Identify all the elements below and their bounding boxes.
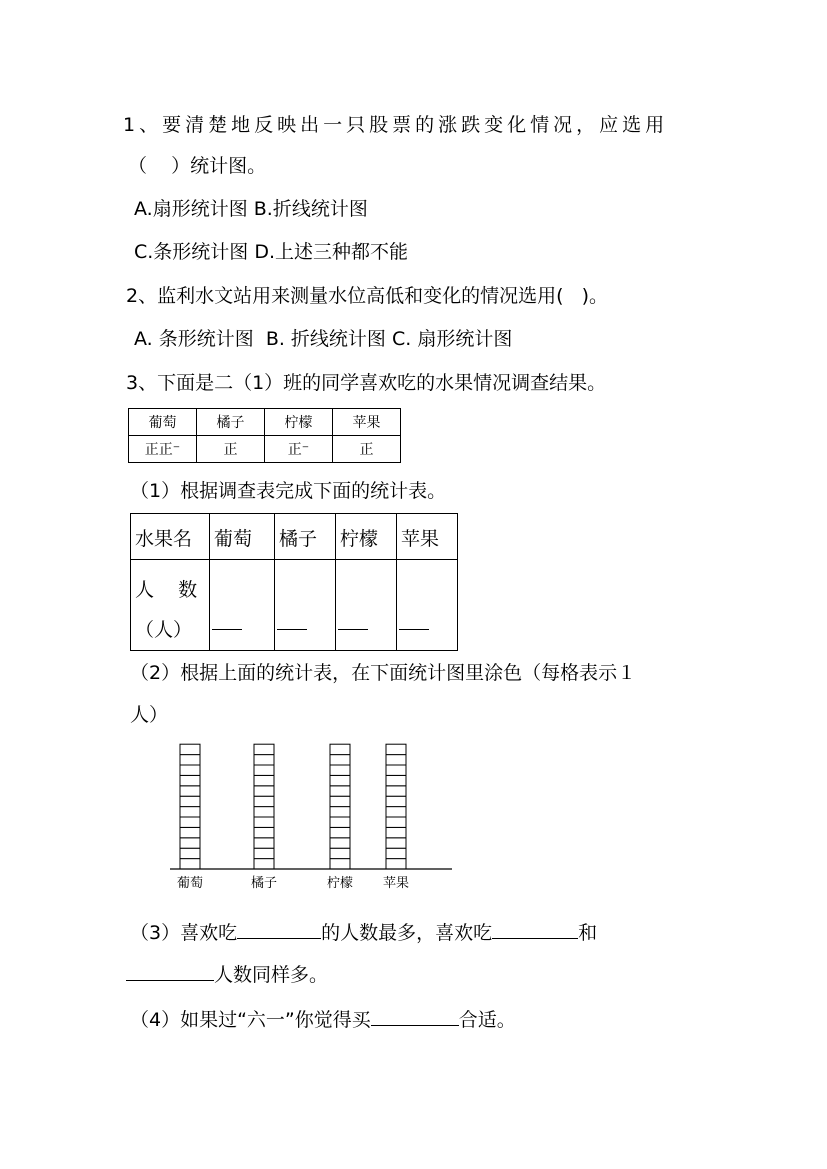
stat-header-fruit: 柠檬 [336,514,397,560]
chart-cell[interactable] [180,827,200,837]
stat-answer-cell[interactable] [210,560,275,651]
stat-header-fruit: 橘子 [275,514,336,560]
part3-text-a: （3）喜欢吃 [130,922,238,944]
chart-cell[interactable] [330,859,350,869]
chart-cell[interactable] [386,765,406,775]
chart-cell[interactable] [386,796,406,806]
answer-blank[interactable] [399,628,429,630]
bar-chart [160,742,460,892]
chart-cell[interactable] [330,807,350,817]
answer-blank[interactable] [277,628,307,630]
q3-part4 [130,1007,516,1033]
chart-column[interactable] [180,744,200,869]
chart-cell[interactable] [330,786,350,796]
part3-text-c: 和 [578,922,598,944]
chart-category-label: 柠檬 [326,876,354,891]
chart-cell[interactable] [254,786,274,796]
chart-cell[interactable] [254,817,274,827]
stat-row-label-2: （人） [135,619,193,641]
q2-options: A. 条形统计图 B. 折线统计图 C. 扇形统计图 [134,328,513,350]
chart-cell[interactable] [180,786,200,796]
chart-cell[interactable] [180,848,200,858]
part4-text-a: （4）如果过“六一”你觉得买 [130,1009,371,1031]
chart-cell[interactable] [330,838,350,848]
chart-cell[interactable] [386,827,406,837]
chart-cell[interactable] [254,765,274,775]
chart-cell[interactable] [254,859,274,869]
chart-column[interactable] [330,744,350,869]
q3-part1: （1）根据调查表完成下面的统计表。 [130,480,447,502]
stat-row-label [131,560,210,651]
chart-cell[interactable] [254,755,274,765]
chart-cell[interactable] [254,775,274,785]
chart-cell[interactable] [254,838,274,848]
chart-cell[interactable] [330,827,350,837]
tally-mark: 正正⁻ [129,436,197,463]
chart-cell[interactable] [180,838,200,848]
tally-mark: 正⁻ [265,436,333,463]
answer-blank[interactable] [338,628,368,630]
stat-header-fruit: 葡萄 [210,514,275,560]
chart-cell[interactable] [180,796,200,806]
stat-row-label-1: 人 数 [135,579,198,601]
chart-cell[interactable] [254,744,274,754]
chart-cell[interactable] [386,786,406,796]
part3-text-b: 的人数最多，喜欢吃 [321,922,493,944]
chart-cell[interactable] [386,817,406,827]
answer-blank-most[interactable] [237,920,321,939]
stat-answer-cell[interactable] [397,560,458,651]
part3-text-d: 人数同样多。 [214,964,329,986]
q2-question: 2、监利水文站用来测量水位高低和变化的情况选用( )。 [126,285,609,307]
tally-mark: 正 [197,436,265,463]
chart-category-label: 苹果 [382,876,410,891]
chart-cell[interactable] [180,765,200,775]
q1-line2: （ ）统计图。 [128,155,267,177]
chart-cell[interactable] [330,817,350,827]
tally-header: 葡萄 [129,409,197,436]
tally-header: 橘子 [197,409,265,436]
chart-cell[interactable] [330,765,350,775]
chart-column[interactable] [386,744,406,869]
chart-cell[interactable] [180,755,200,765]
statistics-table [130,513,458,651]
part4-text-b: 合适。 [458,1009,516,1031]
chart-cell[interactable] [254,807,274,817]
tally-header: 苹果 [333,409,401,436]
q3-part3-line2 [126,962,328,988]
q3-intro: 3、下面是二（1）班的同学喜欢吃的水果情况调查结果。 [126,372,607,394]
q3-part3-line1 [130,920,597,946]
chart-cell[interactable] [386,755,406,765]
q3-part2-line2: 人） [130,704,169,726]
chart-cell[interactable] [180,859,200,869]
chart-cell[interactable] [180,775,200,785]
chart-cell[interactable] [386,859,406,869]
stat-answer-cell[interactable] [336,560,397,651]
answer-blank-same-2[interactable] [126,962,214,981]
q1-line1: 1、要清楚地反映出一只股票的涨跌变化情况，应选用 [123,114,669,136]
chart-cell[interactable] [330,775,350,785]
chart-cell[interactable] [386,744,406,754]
chart-cell[interactable] [330,755,350,765]
answer-blank-buy[interactable] [371,1007,459,1026]
chart-category-label: 橘子 [250,876,278,891]
chart-cell[interactable] [386,848,406,858]
stat-header-name: 水果名 [131,514,210,560]
answer-blank-same-1[interactable] [492,920,578,939]
q3-part2-line1: （2）根据上面的统计表，在下面统计图里涂色（每格表示１ [130,662,637,684]
stat-header-fruit: 苹果 [397,514,458,560]
chart-cell[interactable] [180,744,200,754]
chart-cell[interactable] [254,848,274,858]
chart-cell[interactable] [330,796,350,806]
chart-cell[interactable] [386,807,406,817]
tally-table [128,408,401,463]
tally-mark: 正 [333,436,401,463]
chart-cell[interactable] [330,848,350,858]
q1-options-ab: A.扇形统计图 B.折线统计图 [134,198,368,220]
chart-cell[interactable] [254,827,274,837]
chart-cell[interactable] [330,744,350,754]
chart-cell[interactable] [180,807,200,817]
chart-cell[interactable] [180,817,200,827]
q1-options-cd: C.条形统计图 D.上述三种都不能 [134,241,409,263]
tally-header: 柠檬 [265,409,333,436]
chart-column[interactable] [254,744,274,869]
chart-cell[interactable] [386,775,406,785]
chart-cell[interactable] [386,838,406,848]
chart-cell[interactable] [254,796,274,806]
stat-answer-cell[interactable] [275,560,336,651]
answer-blank[interactable] [212,628,242,630]
chart-category-label: 葡萄 [176,876,204,891]
